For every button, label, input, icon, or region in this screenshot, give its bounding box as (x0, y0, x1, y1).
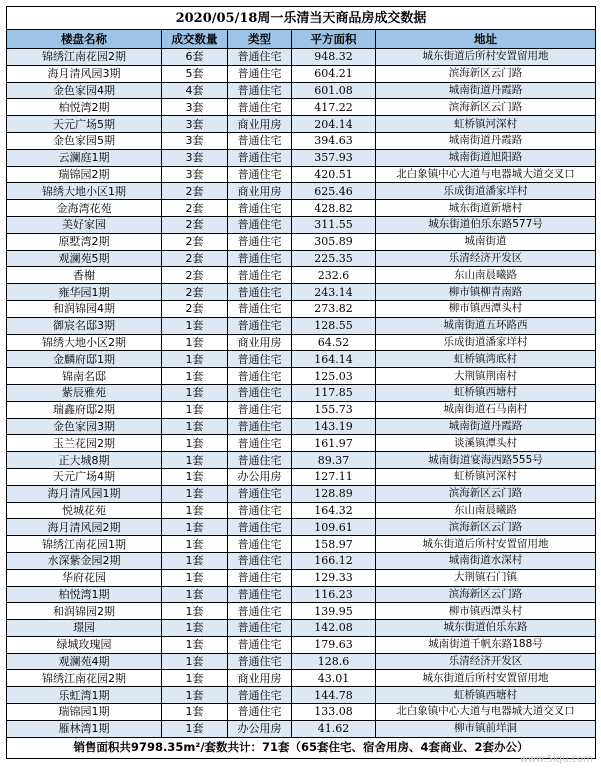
cell-count: 1套 (162, 334, 228, 351)
cell-count: 6套 (162, 49, 228, 66)
cell-address: 大荆镇石门镇 (376, 569, 596, 586)
cell-address: 滨海新区云门路 (376, 485, 596, 502)
cell-project-name: 和润锦园2期 (7, 603, 162, 620)
table-row (7, 200, 596, 217)
cell-project-name: 柏悦湾2期 (7, 99, 162, 116)
cell-address: 虹桥镇河深村 (376, 116, 596, 133)
cell-count: 3套 (162, 132, 228, 149)
cell-count: 1套 (162, 401, 228, 418)
cell-count: 3套 (162, 149, 228, 166)
table-row (7, 216, 596, 233)
cell-area: 357.93 (292, 149, 376, 166)
cell-type: 普通住宅 (228, 368, 292, 385)
table-row (7, 317, 596, 334)
cell-address: 东山南晨曦路 (376, 502, 596, 519)
cell-count: 5套 (162, 65, 228, 82)
cell-area: 164.32 (292, 502, 376, 519)
table-row (7, 620, 596, 637)
cell-area: 117.85 (292, 384, 376, 401)
cell-address: 城东街道后所村安置留用地 (376, 670, 596, 687)
cell-type: 普通住宅 (228, 166, 292, 183)
cell-count: 1套 (162, 620, 228, 637)
table-row (7, 49, 596, 66)
table-row (7, 569, 596, 586)
cell-count: 1套 (162, 704, 228, 721)
cell-type: 普通住宅 (228, 519, 292, 536)
cell-count: 1套 (162, 384, 228, 401)
table-row (7, 284, 596, 301)
header-row (7, 30, 596, 49)
cell-area: 129.33 (292, 569, 376, 586)
table-row (7, 82, 596, 99)
cell-area: 143.19 (292, 418, 376, 435)
header-type: 类型 (228, 30, 292, 49)
cell-project-name: 海月清风园1期 (7, 485, 162, 502)
table-row (7, 116, 596, 133)
cell-address: 谈溪镇潭头村 (376, 435, 596, 452)
cell-count: 1套 (162, 435, 228, 452)
cell-address: 虹桥镇河深村 (376, 468, 596, 485)
cell-count: 2套 (162, 183, 228, 200)
cell-project-name: 瑞鑫府邸2期 (7, 401, 162, 418)
cell-type: 普通住宅 (228, 284, 292, 301)
cell-area: 601.08 (292, 82, 376, 99)
table-row (7, 536, 596, 553)
cell-count: 1套 (162, 687, 228, 704)
cell-area: 128.89 (292, 485, 376, 502)
cell-count: 1套 (162, 670, 228, 687)
cell-type: 普通住宅 (228, 300, 292, 317)
cell-area: 155.73 (292, 401, 376, 418)
cell-project-name: 金海湾花苑 (7, 200, 162, 217)
cell-type: 普通住宅 (228, 536, 292, 553)
cell-count: 1套 (162, 317, 228, 334)
cell-count: 1套 (162, 586, 228, 603)
cell-type: 普通住宅 (228, 267, 292, 284)
cell-address: 城东街道后所村安置留用地 (376, 536, 596, 553)
cell-project-name: 悦城花苑 (7, 502, 162, 519)
cell-address: 城南街道丹霞路 (376, 82, 596, 99)
cell-address: 城南街道宴海西路555号 (376, 452, 596, 469)
header-name: 楼盘名称 (7, 30, 162, 49)
cell-area: 225.35 (292, 250, 376, 267)
cell-area: 305.89 (292, 233, 376, 250)
cell-address: 城南街道五环路西 (376, 317, 596, 334)
cell-project-name: 香榭 (7, 267, 162, 284)
cell-address: 城南街道石马南村 (376, 401, 596, 418)
cell-address: 城东街道伯乐东路577号 (376, 216, 596, 233)
cell-area: 144.78 (292, 687, 376, 704)
cell-type: 普通住宅 (228, 401, 292, 418)
table-row (7, 502, 596, 519)
cell-type: 普通住宅 (228, 653, 292, 670)
cell-address: 滨海新区云门路 (376, 99, 596, 116)
cell-type: 普通住宅 (228, 132, 292, 149)
cell-address: 虹桥镇西塘村 (376, 384, 596, 401)
cell-project-name: 金色家园3期 (7, 418, 162, 435)
cell-project-name: 观澜苑4期 (7, 653, 162, 670)
cell-type: 普通住宅 (228, 418, 292, 435)
cell-project-name: 锦绣江南花园1期 (7, 536, 162, 553)
cell-address: 城南街道水深村 (376, 552, 596, 569)
cell-address: 城南街道旭阳路 (376, 149, 596, 166)
cell-address: 滨海新区云门路 (376, 519, 596, 536)
cell-project-name: 锦绣江南花园2期 (7, 670, 162, 687)
cell-area: 625.46 (292, 183, 376, 200)
cell-area: 311.55 (292, 216, 376, 233)
table-row (7, 183, 596, 200)
cell-project-name: 金色家园4期 (7, 82, 162, 99)
cell-area: 232.6 (292, 267, 376, 284)
cell-area: 133.08 (292, 704, 376, 721)
cell-project-name: 观澜苑5期 (7, 250, 162, 267)
cell-area: 43.01 (292, 670, 376, 687)
cell-count: 1套 (162, 552, 228, 569)
cell-project-name: 华府花园 (7, 569, 162, 586)
cell-area: 64.52 (292, 334, 376, 351)
cell-project-name: 天元广场5期 (7, 116, 162, 133)
header-count: 成交数量 (162, 30, 228, 49)
cell-area: 128.6 (292, 653, 376, 670)
cell-project-name: 云澜庭1期 (7, 149, 162, 166)
cell-count: 1套 (162, 653, 228, 670)
cell-area: 604.21 (292, 65, 376, 82)
cell-project-name: 紫辰雅苑 (7, 384, 162, 401)
cell-project-name: 雁林湾1期 (7, 720, 162, 737)
cell-address: 乐清经济开发区 (376, 653, 596, 670)
table-row (7, 720, 596, 737)
cell-project-name: 锦绣大地小区1期 (7, 183, 162, 200)
transactions-table (6, 6, 596, 759)
cell-area: 139.95 (292, 603, 376, 620)
cell-project-name: 绿城玫瑰园 (7, 636, 162, 653)
cell-area: 394.63 (292, 132, 376, 149)
cell-project-name: 雍华园1期 (7, 284, 162, 301)
table-row (7, 704, 596, 721)
table-row (7, 485, 596, 502)
cell-type: 普通住宅 (228, 704, 292, 721)
cell-count: 1套 (162, 418, 228, 435)
cell-type: 普通住宅 (228, 351, 292, 368)
page-title: 2020/05/18周一乐清当天商品房成交数据 (7, 7, 596, 30)
table-row (7, 603, 596, 620)
cell-type: 商业用房 (228, 116, 292, 133)
table-row (7, 670, 596, 687)
table-row (7, 300, 596, 317)
cell-project-name: 美好家园 (7, 216, 162, 233)
cell-type: 普通住宅 (228, 99, 292, 116)
cell-count: 2套 (162, 300, 228, 317)
cell-type: 普通住宅 (228, 603, 292, 620)
cell-project-name: 锦绣江南花园2期 (7, 49, 162, 66)
cell-project-name: 水深紫金园2期 (7, 552, 162, 569)
cell-type: 普通住宅 (228, 452, 292, 469)
cell-type: 普通住宅 (228, 552, 292, 569)
cell-area: 116.23 (292, 586, 376, 603)
cell-area: 420.51 (292, 166, 376, 183)
cell-project-name: 御宸名邸3期 (7, 317, 162, 334)
table-row (7, 384, 596, 401)
table-row (7, 552, 596, 569)
cell-count: 3套 (162, 166, 228, 183)
cell-type: 普通住宅 (228, 82, 292, 99)
cell-project-name: 原墅湾2期 (7, 233, 162, 250)
cell-area: 164.14 (292, 351, 376, 368)
cell-count: 1套 (162, 569, 228, 586)
table-row (7, 653, 596, 670)
cell-area: 89.37 (292, 452, 376, 469)
cell-type: 普通住宅 (228, 502, 292, 519)
table-row (7, 452, 596, 469)
cell-type: 普通住宅 (228, 636, 292, 653)
table-row (7, 401, 596, 418)
cell-type: 商业用房 (228, 334, 292, 351)
cell-address: 城南街道千帆东路188号 (376, 636, 596, 653)
table-row (7, 267, 596, 284)
cell-area: 125.03 (292, 368, 376, 385)
cell-address: 东山南晨曦路 (376, 267, 596, 284)
data-sheet (6, 6, 595, 759)
cell-address: 柳市镇前垟洞 (376, 720, 596, 737)
cell-type: 普通住宅 (228, 149, 292, 166)
cell-address: 乐清经济开发区 (376, 250, 596, 267)
cell-count: 1套 (162, 536, 228, 553)
cell-project-name: 锦绣大地小区2期 (7, 334, 162, 351)
cell-address: 城东街道伯乐东路 (376, 620, 596, 637)
cell-area: 428.82 (292, 200, 376, 217)
table-row (7, 368, 596, 385)
cell-address: 滨海新区云门路 (376, 65, 596, 82)
cell-count: 1套 (162, 468, 228, 485)
cell-project-name: 正大城8期 (7, 452, 162, 469)
cell-type: 普通住宅 (228, 384, 292, 401)
cell-type: 商业用房 (228, 183, 292, 200)
table-row (7, 334, 596, 351)
cell-count: 1套 (162, 636, 228, 653)
cell-type: 商业用房 (228, 670, 292, 687)
cell-type: 普通住宅 (228, 620, 292, 637)
cell-area: 243.14 (292, 284, 376, 301)
cell-type: 普通住宅 (228, 216, 292, 233)
cell-count: 2套 (162, 200, 228, 217)
table-row (7, 166, 596, 183)
cell-project-name: 和润锦园4期 (7, 300, 162, 317)
cell-address: 大荆镇荆南村 (376, 368, 596, 385)
cell-project-name: 金麟府邸1期 (7, 351, 162, 368)
table-row (7, 435, 596, 452)
cell-type: 普通住宅 (228, 569, 292, 586)
cell-area: 158.97 (292, 536, 376, 553)
cell-address: 乐成街道潘家垟村 (376, 334, 596, 351)
table-row (7, 149, 596, 166)
table-row (7, 519, 596, 536)
cell-type: 普通住宅 (228, 435, 292, 452)
cell-count: 3套 (162, 116, 228, 133)
cell-count: 2套 (162, 267, 228, 284)
cell-type: 办公用房 (228, 468, 292, 485)
cell-address: 城东街道新塘村 (376, 200, 596, 217)
cell-area: 161.97 (292, 435, 376, 452)
cell-count: 1套 (162, 603, 228, 620)
cell-address: 滨海新区云门路 (376, 586, 596, 603)
summary-footer: 销售面积共9798.35m²/套数共计：71套（65套住宅、宿舍用房、4套商业、2套办公） (7, 737, 596, 758)
cell-address: 柳市镇柳青南路 (376, 284, 596, 301)
cell-count: 1套 (162, 368, 228, 385)
cell-project-name: 瑞锦园2期 (7, 166, 162, 183)
cell-project-name: 玉兰花园2期 (7, 435, 162, 452)
cell-address: 柳市镇西潭头村 (376, 603, 596, 620)
cell-project-name: 金色家园5期 (7, 132, 162, 149)
cell-area: 109.61 (292, 519, 376, 536)
table-row (7, 132, 596, 149)
cell-address: 城南街道丹霞路 (376, 418, 596, 435)
cell-count: 1套 (162, 519, 228, 536)
cell-type: 普通住宅 (228, 49, 292, 66)
cell-count: 2套 (162, 233, 228, 250)
cell-project-name: 海月清风园3期 (7, 65, 162, 82)
cell-address: 乐成街道潘家垟村 (376, 183, 596, 200)
cell-project-name: 璟园 (7, 620, 162, 637)
table-row (7, 687, 596, 704)
table-row (7, 65, 596, 82)
cell-address: 城南街道 (376, 233, 596, 250)
cell-count: 2套 (162, 250, 228, 267)
cell-type: 普通住宅 (228, 485, 292, 502)
cell-project-name: 柏悦湾1期 (7, 586, 162, 603)
cell-area: 142.08 (292, 620, 376, 637)
cell-area: 204.14 (292, 116, 376, 133)
cell-count: 4套 (162, 82, 228, 99)
cell-count: 1套 (162, 502, 228, 519)
cell-address: 城南街道丹霞路 (376, 132, 596, 149)
table-row (7, 636, 596, 653)
cell-count: 1套 (162, 351, 228, 368)
cell-project-name: 瑞锦园1期 (7, 704, 162, 721)
table-row (7, 99, 596, 116)
cell-area: 128.55 (292, 317, 376, 334)
cell-area: 948.32 (292, 49, 376, 66)
cell-project-name: 海月清风园2期 (7, 519, 162, 536)
table-row (7, 233, 596, 250)
header-address: 地址 (376, 30, 596, 49)
cell-address: 虹桥镇西塘村 (376, 687, 596, 704)
header-area: 平方面积 (292, 30, 376, 49)
cell-address: 北白象镇中心大道与电器城大道交叉口 (376, 704, 596, 721)
table-row (7, 351, 596, 368)
table-row (7, 418, 596, 435)
cell-count: 1套 (162, 720, 228, 737)
cell-type: 普通住宅 (228, 687, 292, 704)
cell-count: 1套 (162, 485, 228, 502)
cell-area: 127.11 (292, 468, 376, 485)
watermark-text: www.5iqu.com (519, 754, 593, 765)
cell-type: 普通住宅 (228, 250, 292, 267)
cell-project-name: 锦南名邸 (7, 368, 162, 385)
table-row (7, 468, 596, 485)
cell-address: 虹桥镇湾底村 (376, 351, 596, 368)
cell-type: 普通住宅 (228, 200, 292, 217)
cell-area: 179.63 (292, 636, 376, 653)
cell-address: 城东街道后所村安置留用地 (376, 49, 596, 66)
cell-count: 3套 (162, 99, 228, 116)
cell-type: 办公用房 (228, 720, 292, 737)
cell-project-name: 乐虹湾1期 (7, 687, 162, 704)
cell-count: 2套 (162, 284, 228, 301)
cell-count: 2套 (162, 216, 228, 233)
cell-area: 273.82 (292, 300, 376, 317)
cell-area: 166.12 (292, 552, 376, 569)
cell-project-name: 天元广场4期 (7, 468, 162, 485)
cell-address: 柳市镇西潭头村 (376, 300, 596, 317)
cell-type: 普通住宅 (228, 65, 292, 82)
cell-address: 北白象镇中心大道与电器城大道交叉口 (376, 166, 596, 183)
cell-type: 普通住宅 (228, 586, 292, 603)
cell-area: 41.62 (292, 720, 376, 737)
table-row (7, 586, 596, 603)
cell-type: 普通住宅 (228, 317, 292, 334)
cell-type: 普通住宅 (228, 233, 292, 250)
table-row (7, 250, 596, 267)
cell-area: 417.22 (292, 99, 376, 116)
cell-count: 1套 (162, 452, 228, 469)
